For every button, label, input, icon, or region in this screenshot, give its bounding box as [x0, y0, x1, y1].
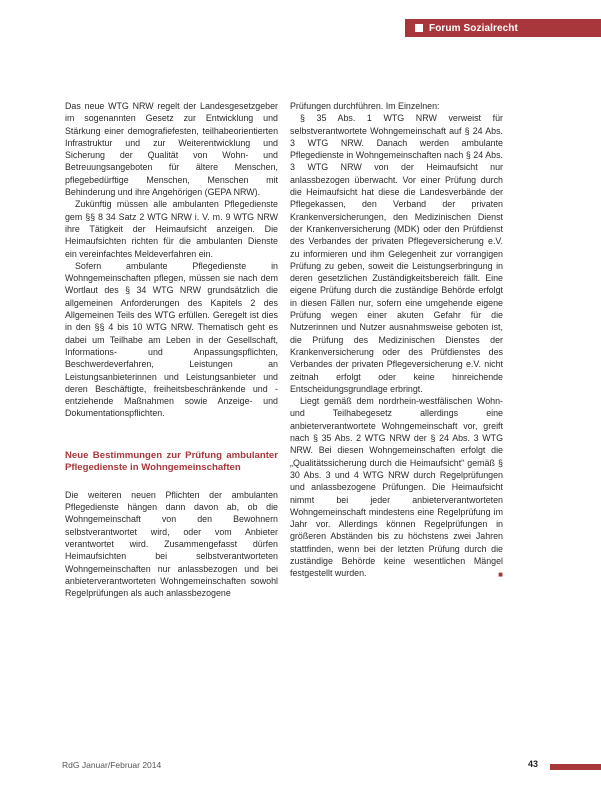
paragraph: Liegt gemäß dem nordrhein-westfälischen Wohn- und Teilhabegesetz allerdings eine anbieterverantwortete Wohngemeinschaft vor, greift nach § 35 Abs. 2 WTG NRW der § 24 Abs. 3 WTG NRW. Bei diesen Wohngemeinschaften erfolgt die „Qualitätssicherung durch die Heimaufsicht“ gemäß § 30 Abs. 3 und 4 WTG NRW durch Regelprüfungen und anlassbezogene Prüfungen. Die Heimaufsicht nimmt bei jeder anbieterverantworteten Wohngemeinschaft mindestens eine Regelprüfung im Jahr vor. Allerdings können Regelprüfungen in größeren Abständen bis zu höchstens zwei Jahren stattfinden, wenn bei der letzten Prüfung durch die zuständige Behörde keine wesentlichen Mängel festgestellt wurden.	[290, 396, 503, 579]
paragraph: § 35 Abs. 1 WTG NRW verweist für selbstverantwortete Wohngemeinschaft auf § 24 Abs. 3 WTG NRW. Danach werden ambulante Pflegedienste in Wohngemeinschaften nach § 24 Abs. 3 WTG NRW von der Heimaufsicht nur anlassbezogen überwacht. Vor einer Prüfung durch die Heimaufsicht hat diese die Landesverbände der Pflegekassen, den Verband der privaten Krankenversicherungen, den Medizinischen Dienst der Krankenversicherung (MDK) oder den Prüfdienst des Verbandes der privaten Pflegeversicherung e.V. zu informieren und ihm Gelegenheit zur vorrangigen Prüfung zu geben, soweit die Leistungserbringung in deren gesetzlichen Zuständigkeitsbereich fällt. Eine eigene Prüfung durch die zuständige Behörde erfolgt in diesen Fällen nur, sofern eine umgehende eigene Prüfung wegen einer akuten Gefahr für die Nutzerinnen und Nutzer ausnahmsweise geboten ist, die Prüfung des Medizinischen Dienstes der Krankenversicherung oder des Prüfdienstes des Verbandes der privaten Pflegeversicherung e.V. nicht zeitnah erfolgt oder keine hinreichende Entscheidungsgrundlage erbringt.	[290, 113, 503, 394]
square-icon	[415, 24, 423, 32]
section-label: Forum Sozialrecht	[429, 22, 518, 34]
page-number: 43	[528, 759, 539, 769]
right-column	[290, 100, 503, 581]
paragraph: Das neue WTG NRW regelt der Landesgesetzgeber im sogenannten Gesetz zur Entwicklung und Stärkung einer demografiefesten, teilhabeorientierten Infrastruktur und zur Weiterentwicklung und Sicherung der Qualität von Wohn- und Betreuungsangeboten für ältere Menschen, pflegebedürftige Menschen, Menschen mit Behinderung und ihre Angehörigen (GEPA NRW).	[65, 101, 278, 198]
paragraph: Die weiteren neuen Pflichten der ambulanten Pflegedienste hängen dann davon ab, ob die Wohngemeinschaft von den Bewohnern selbstverantwortet wird, oder vom Anbieter verantwortet wird. Zusammengefasst dürfen Heimaufsichten bei selbstverantworteten Wohngemeinschaften nur anlassbezogen und bei anbieterverantworteten Wohngemeinschaften sowohl Regelprüfungen als auch anlassbezogene	[65, 489, 278, 599]
end-mark-icon: ■	[498, 569, 503, 579]
footer-accent-bar	[550, 764, 601, 770]
subheading: Neue Bestimmungen zur Prüfung ambulanter Pflegedienste in Wohngemeinschaften	[65, 449, 278, 474]
footer-issue: RdG Januar/Februar 2014	[62, 760, 162, 770]
section-header	[405, 19, 601, 37]
paragraph: Sofern ambulante Pflegedienste in Wohngemeinschaften pflegen, müssen sie nach dem Wortlaut des § 34 WTG NRW grundsätzlich die allgemeinen Anforderungen des Kapitels 2 des Allgemeinen Teils des WTG erfüllen. Geregelt ist dies in den §§ 4 bis 10 WTG NRW. Thematisch geht es dabei um Teilhabe am Leben in der Gesellschaft, Informations- und Anpassungspflichten, Beschwerdeverfahren, Leistungen an Leistungsanbieterinnen und Leistungsanbieter und deren Beschäftigte, freiheitsbeschränkende und -entziehende Maßnahmen sowie Anzeige- und Dokumentationspflichten.	[65, 260, 278, 419]
paragraph: Zukünftig müssen alle ambulanten Pflegedienste gem §§ 8 34 Satz 2 WTG NRW i. V. m. 9 WTG NRW ihre Tätigkeit der Heimaufsicht anzeigen. Die Heimaufsichten richten für die ambulanten Dienste ein vereinfachtes Meldeverfahren ein.	[65, 199, 278, 259]
left-column	[65, 100, 278, 599]
paragraph: Prüfungen durchführen. Im Einzelnen:	[290, 101, 440, 111]
